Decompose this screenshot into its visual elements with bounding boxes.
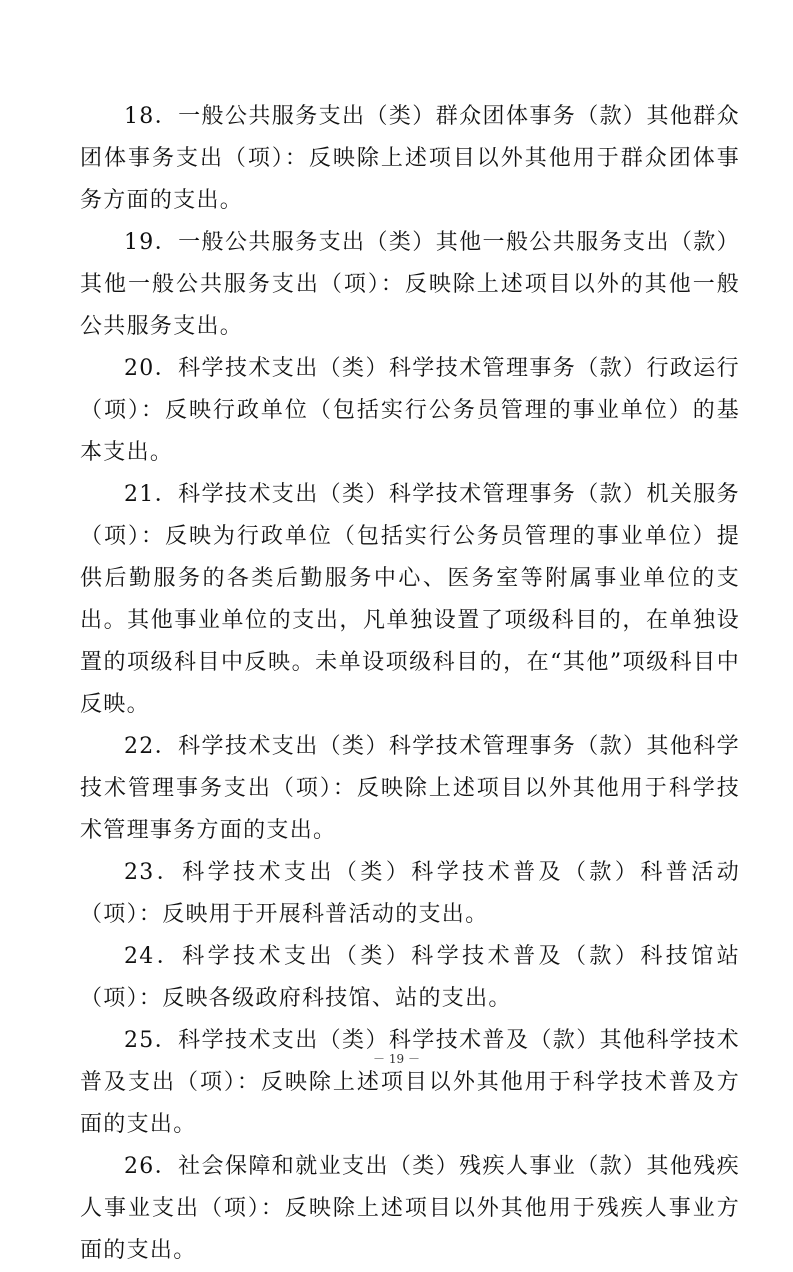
- paragraph-item-22: 22．科学技术支出（类）科学技术管理事务（款）其他科学技术管理事务支出（项）：反映除上述项目以外其他用于科学技术管理事务方面的支出。: [80, 734, 740, 843]
- paragraph-item-19: 19．一般公共服务支出（类）其他一般公共服务支出（款）其他一般公共服务支出（项）：反映除上述项目以外的其他一般公共服务支出。: [80, 230, 740, 339]
- body-text: [80, 96, 740, 1272]
- paragraph-item-20: 20．科学技术支出（类）科学技术管理事务（款）行政运行（项）：反映行政单位（包括实行公务员管理的事业单位）的基本支出。: [80, 356, 740, 465]
- paragraph-item-21: 21．科学技术支出（类）科学技术管理事务（款）机关服务（项）：反映为行政单位（包括实行公务员管理的事业单位）提供后勤服务的各类后勤服务中心、医务室等附属事业单位的支出。其他事业单位的支出，凡单独设置了项级科目的，在单独设置的项级科目中反映。未单设项级科目的，在“其他”项级科目中反映。: [80, 482, 740, 717]
- paragraph-item-24: 24．科学技术支出（类）科学技术普及（款）科技馆站（项）：反映各级政府科技馆、站的支出。: [80, 944, 740, 1011]
- paragraph-item-26: 26．社会保障和就业支出（类）残疾人事业（款）其他残疾人事业支出（项）：反映除上述项目以外其他用于残疾人事业方面的支出。: [80, 1154, 740, 1263]
- paragraph-item-23: 23．科学技术支出（类）科学技术普及（款）科普活动（项）：反映用于开展科普活动的支出。: [80, 860, 740, 927]
- paragraph-item-18: 18．一般公共服务支出（类）群众团体事务（款）其他群众团体事务支出（项）：反映除上述项目以外其他用于群众团体事务方面的支出。: [80, 104, 740, 213]
- page-number: － 19 －: [373, 1052, 420, 1066]
- paragraph-item-25: 25．科学技术支出（类）科学技术普及（款）其他科学技术普及支出（项）：反映除上述项目以外其他用于科学技术普及方面的支出。: [80, 1028, 740, 1137]
